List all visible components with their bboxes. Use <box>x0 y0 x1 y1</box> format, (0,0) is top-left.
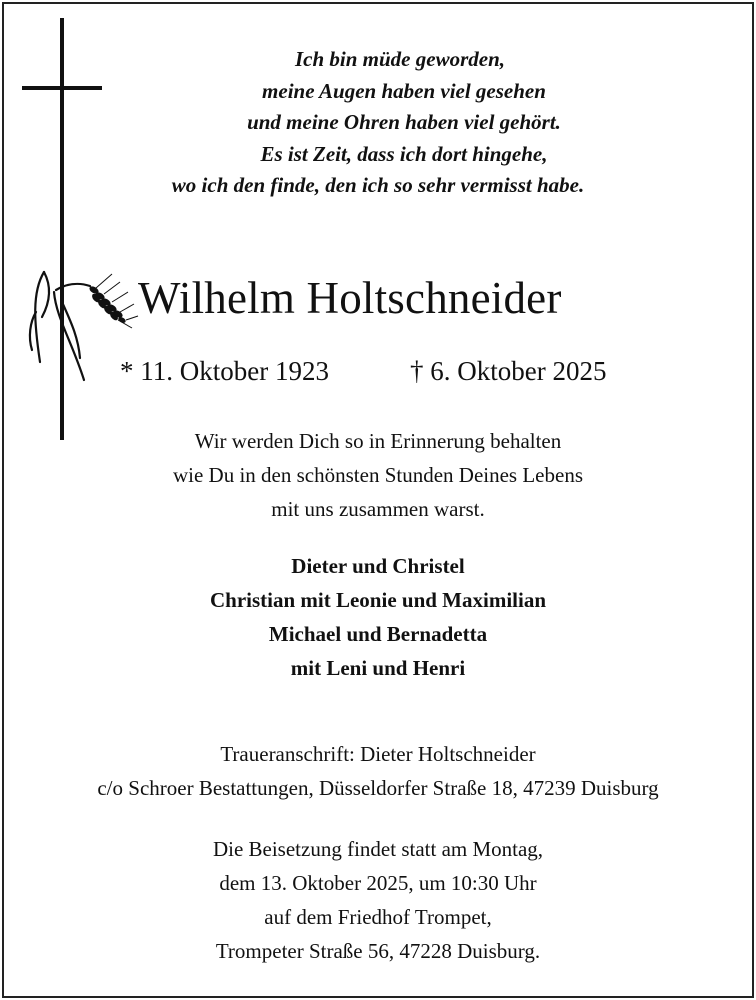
address-line: c/o Schroer Bestattungen, Düsseldorfer Straße 18, 47239 Duisburg <box>97 776 659 800</box>
memory-text <box>0 424 756 526</box>
poem-line: Ich bin müde geworden, <box>294 47 506 71</box>
family-line: Dieter und Christel <box>291 554 465 578</box>
family-line: Michael und Bernadetta <box>268 622 488 646</box>
mourning-address <box>0 737 756 805</box>
family-names <box>0 549 756 685</box>
poem-line: und meine Ohren haben viel gehört. <box>247 110 561 134</box>
memory-line: Wir werden Dich so in Erinnerung behalten <box>194 429 562 453</box>
poem-line: Es ist Zeit, dass ich dort hingehe, <box>260 141 548 166</box>
funeral-line: auf dem Friedhof Trompet, <box>264 905 492 929</box>
funeral-info <box>0 832 756 968</box>
poem-line: wo ich den finde, den ich so sehr vermisst habe. <box>171 173 585 197</box>
memory-line: wie Du in den schönsten Stunden Deines Lebens <box>172 463 583 487</box>
memory-line: mit uns zusammen warst. <box>271 497 485 521</box>
address-line: Traueranschrift: Dieter Holtschneider <box>220 742 536 766</box>
birth-date: * 11. Oktober 1923 <box>120 356 329 386</box>
family-line: Christian mit Leonie und Maximilian <box>209 588 547 612</box>
funeral-line: dem 13. Oktober 2025, um 10:30 Uhr <box>219 871 537 895</box>
family-line: mit Leni und Henri <box>290 656 466 680</box>
deceased-name: Wilhelm Holtschneider <box>138 273 562 323</box>
funeral-line: Trompeter Straße 56, 47228 Duisburg. <box>215 939 541 963</box>
funeral-line: Die Beisetzung findet statt am Montag, <box>212 837 544 861</box>
poem <box>0 44 756 202</box>
death-date: † 6. Oktober 2025 <box>410 356 607 386</box>
poem-line: meine Augen haben viel gesehen <box>262 78 546 103</box>
